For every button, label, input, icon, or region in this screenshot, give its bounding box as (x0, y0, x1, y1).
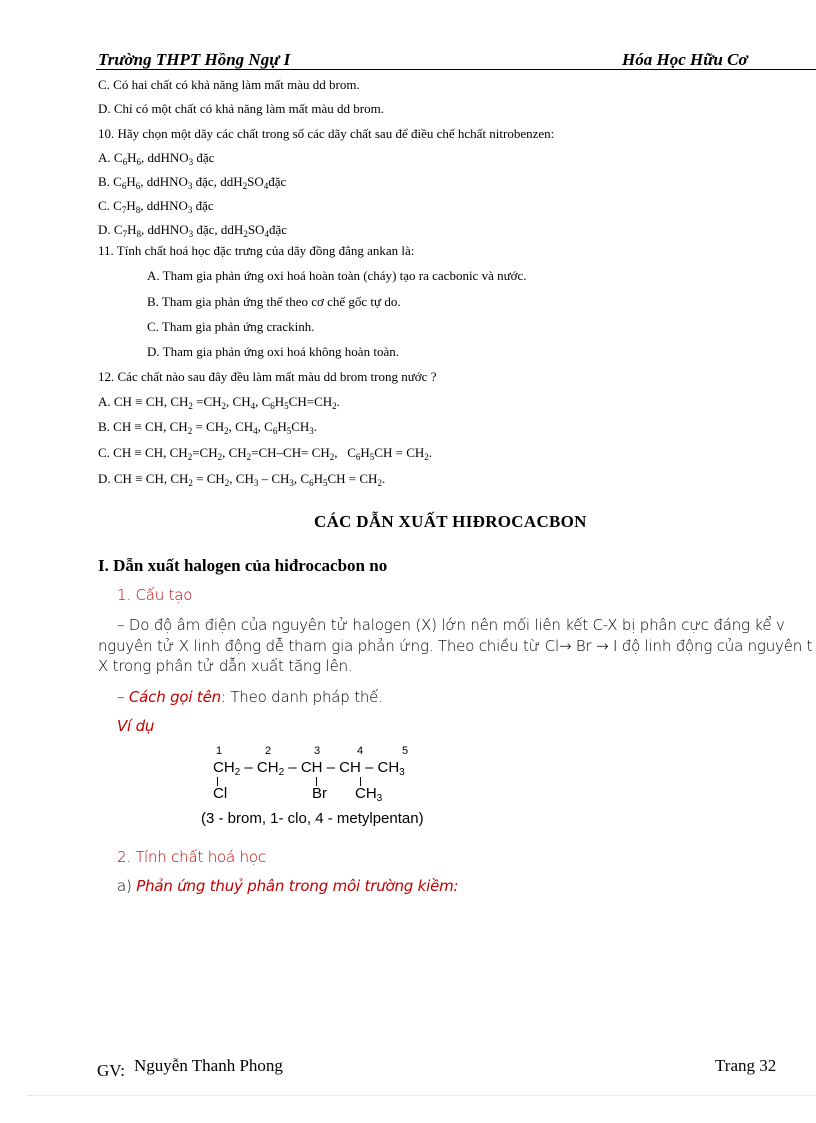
naming-line (117, 688, 383, 706)
naming-text: : Theo danh pháp thế. (220, 688, 383, 706)
q11-option-b: B. Tham gia phản ứng thế theo cơ chế gốc tự do. (147, 294, 401, 309)
q10-option-d: D. $C_7H_8$, ddHNO$_3$ đặc, $ddH_2SO_4đặc$ (98, 222, 287, 239)
q10-option-c: C. $C_7H_8$, ddHNO$_3$ đặc (98, 198, 214, 215)
q12-option-b: B. CH ≡ CH, $CH_2 = CH_2$, $CH_4$, $C_6H_5CH_3$. (98, 419, 318, 436)
q11-option-d: D. Tham gia phản ứng oxi hoá không hoàn toàn. (147, 344, 399, 359)
page-divider (28, 1095, 816, 1096)
section-title: CÁC DẪN XUẤT HIĐROCACBON (314, 512, 587, 531)
section-heading: I. Dẫn xuất halogen của hiđrocacbon no (98, 556, 388, 575)
paragraph-line-3: X trong phân tử dẫn xuất tăng lên. (98, 657, 353, 675)
reaction-heading: Phản ứng thuỷ phân trong môi trường kiềm: (136, 877, 459, 895)
header-subject: Hóa Học Hữu Cơ (622, 50, 748, 69)
q10-option-a: A. $C_6H_6$, ddHNO$_3$ đặc (98, 150, 215, 167)
paragraph-line-2: nguyên tử X linh động dễ tham gia phản ứng. Theo chiều từ Cl→ Br → I độ linh động của nguyên t (98, 637, 813, 655)
footer-page-number: Trang 32 (715, 1056, 777, 1075)
substituent-cl: Cl (213, 785, 228, 802)
substituent-ch3: $CH_3$ (355, 785, 383, 804)
q11-option-c: C. Tham gia phản ứng crackinh. (147, 319, 315, 334)
carbon-number-5: 5 (402, 745, 409, 757)
header-rule (96, 69, 816, 70)
question-10: 10. Hãy chọn một dãy các chất trong số các dãy chất sau để điều chế hchất nitrobenzen: (98, 126, 555, 141)
reaction-line (117, 877, 458, 895)
q12-option-a: A. CH ≡ CH, $CH_2 =CH_2$, $CH_4$, $C_6H_5CH=CH_2$. (98, 394, 340, 411)
naming-label: Cách gọi tên (128, 688, 221, 706)
subheading-chemical-properties: 2. Tính chất hoá học (117, 848, 266, 866)
carbon-number-3: 3 (314, 745, 321, 757)
footer-teacher-name: Nguyễn Thanh Phong (134, 1056, 283, 1075)
q11-option-a: A. Tham gia phản ứng oxi hoá hoàn toàn (cháy) tạo ra cacbonic và nước. (147, 268, 527, 283)
q10-option-b: B. $C_6H_6$, ddHNO$_3$ đặc, $ddH_2SO_4đặc$ (98, 174, 287, 191)
carbon-number-4: 4 (357, 745, 364, 757)
paragraph-line-1: – Do độ âm điện của nguyên tử halogen (X) lớn nên mối liên kết C-X bị phân cực đáng kể v (117, 616, 785, 634)
option-c-line: C. Có hai chất có khả năng làm mất màu dd brom. (98, 77, 360, 92)
footer-gv-label: GV: (97, 1061, 126, 1080)
q12-option-c: C. CH ≡ CH, $CH_2=CH_2$, $CH_2=CH-CH= CH_2$, $C_6H_5CH = CH_2$. (98, 445, 432, 462)
carbon-number-2: 2 (265, 745, 272, 757)
naming-dash: – (117, 688, 129, 706)
reaction-prefix: a) (117, 877, 137, 895)
subheading-structure: 1. Cấu tạo (117, 586, 193, 604)
question-12: 12. Các chất nào sau đây đều làm mất màu dd brom trong nước ? (98, 369, 437, 384)
carbon-number-1: 1 (216, 745, 223, 757)
formula-name: (3 - brom, 1- clo, 4 - metylpentan) (201, 810, 424, 827)
substituent-br: Br (312, 785, 327, 802)
option-d-line: D. Chỉ có một chất có khả năng làm mất màu dd brom. (98, 101, 384, 116)
example-label: Ví dụ (117, 717, 155, 735)
header-school: Trường THPT Hồng Ngự I (98, 50, 291, 69)
main-chain: $CH_2 - CH_2$ – CH – CH – $CH_3$ (213, 759, 405, 778)
q12-option-d: D. CH ≡ CH, $CH_2 = CH_2$, $CH_3 - CH_3$, $C_6H_5CH = CH_2$. (98, 471, 386, 488)
question-11: 11. Tính chất hoá học đặc trưng của dãy đồng đẳng ankan là: (98, 243, 415, 258)
